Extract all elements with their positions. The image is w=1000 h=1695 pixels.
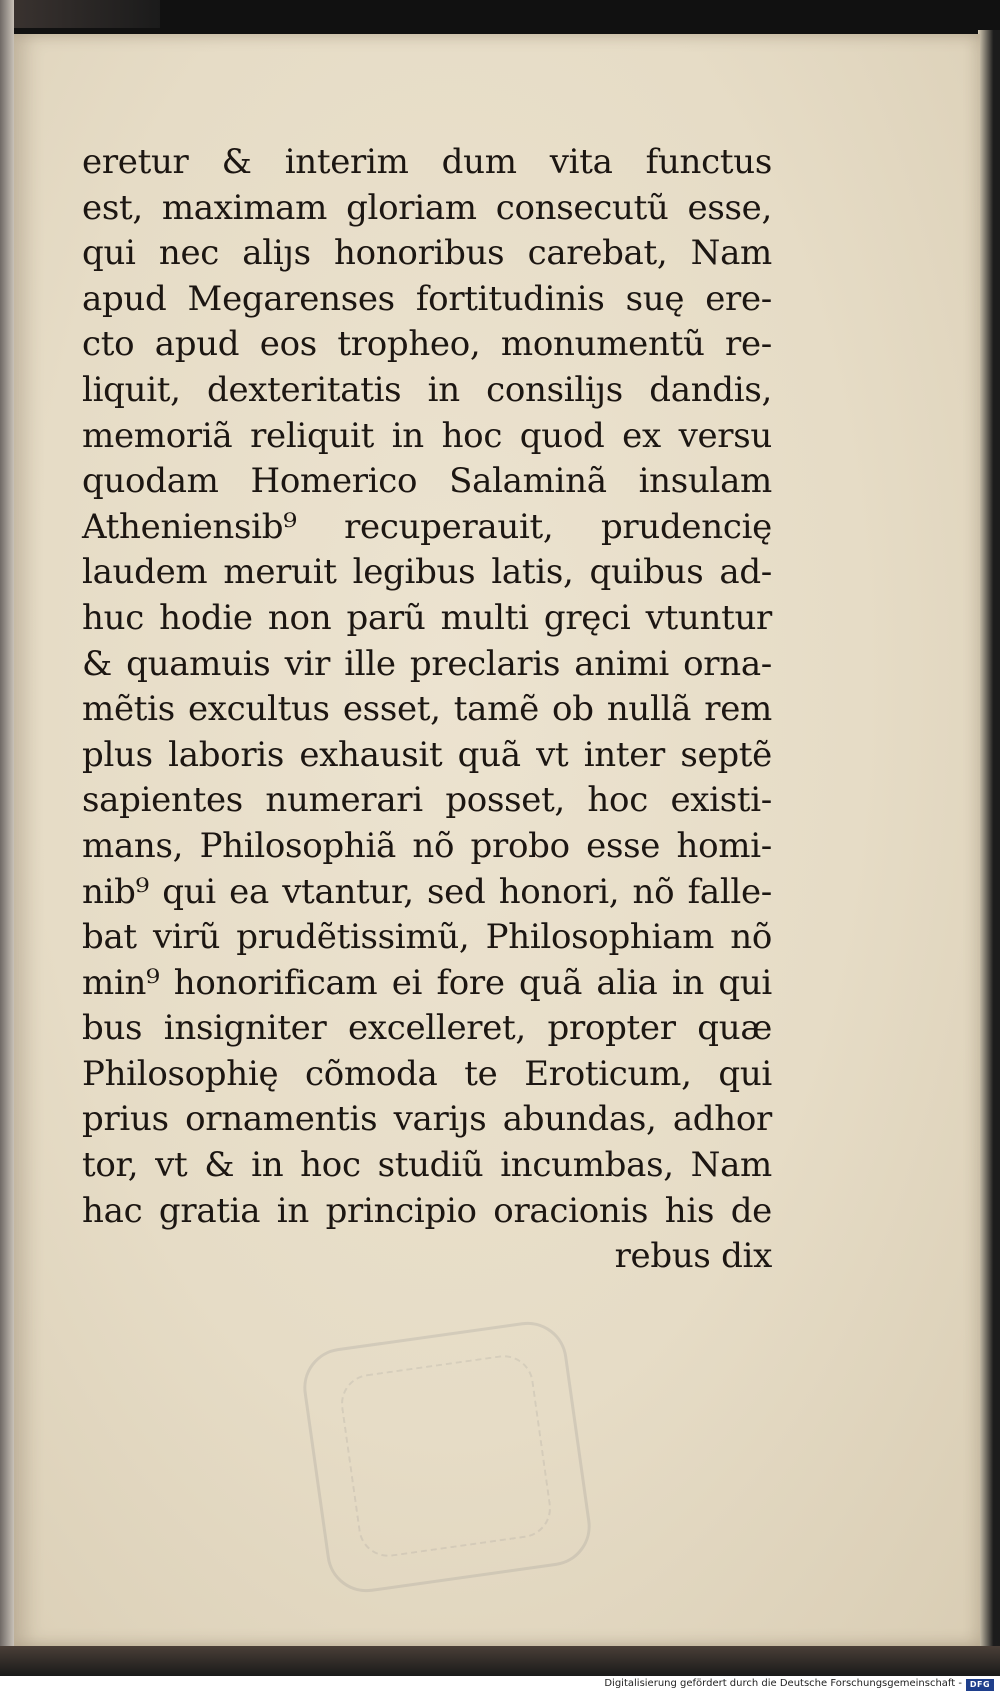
- right-page-edge: [978, 30, 1000, 1660]
- binding-strip: [10, 0, 160, 28]
- dfg-logo-icon[interactable]: DFG: [966, 1679, 994, 1691]
- text-line: quodam Homerico Salaminã insulam: [82, 461, 772, 502]
- bottom-edge-shadow: [0, 1646, 1000, 1676]
- text-line: bat virũ prudẽtissimũ, Philosophiam nõ: [82, 917, 772, 958]
- text-line: sapientes numerari posset, hoc existi-: [82, 780, 772, 821]
- text-line: est, maximam gloriam consecutũ esse,: [82, 187, 772, 228]
- text-line: & quamuis vir ille preclaris animi orna-: [82, 643, 772, 684]
- text-line: cto apud eos tropheo, monumentũ re-: [82, 324, 772, 365]
- text-line: mẽtis excultus esset, tamẽ ob nullã rem: [82, 689, 772, 730]
- text-line: eretur & interim dum vita functus: [82, 142, 772, 182]
- text-line: hac gratia in principio oracionis his de: [82, 1190, 772, 1231]
- text-line: apud Megarenses fortitudinis suę ere-: [82, 278, 772, 319]
- text-line: huc hodie non parũ multi gręci vtuntur: [82, 597, 772, 638]
- left-binding-edge: [0, 0, 14, 1660]
- text-line: Philosophię cõmoda te Eroticum, qui: [82, 1053, 772, 1094]
- text-line: min⁹ honorificam ei fore quã alia in qui: [82, 962, 772, 1003]
- library-stamp-inner-icon: [337, 1351, 555, 1560]
- text-line: memoriã reliquit in hoc quod ex versu: [82, 415, 772, 456]
- text-line: mans, Philosophiã nõ probo esse homi-: [82, 825, 772, 866]
- catchword: rebus dix: [614, 1236, 772, 1277]
- footer-credit: Digitalisierung gefördert durch die Deutsche Forschungsgemeinschaft -: [604, 1678, 962, 1689]
- text-line: liquit, dexteritatis in consiliȷs dandis,: [82, 369, 772, 410]
- text-line: Atheniensib⁹ recuperauit, prudencię: [82, 506, 772, 547]
- text-line: qui nec aliȷs honoribus carebat, Nam: [82, 233, 772, 274]
- text-line: prius ornamentis variȷs abundas, adhor: [82, 1099, 772, 1140]
- text-line: bus insigniter excelleret, propter quæ: [82, 1008, 772, 1049]
- text-line: plus laboris exhausit quã vt inter septẽ: [82, 734, 772, 775]
- digitization-footer: [0, 1676, 1000, 1695]
- text-line: nib⁹ qui ea vtantur, sed honori, nõ falle-: [82, 871, 772, 912]
- page-text-block: [82, 140, 772, 1280]
- text-line: laudem meruit legibus latis, quibus ad-: [82, 552, 772, 593]
- text-line: tor, vt & in hoc studiũ incumbas, Nam: [82, 1145, 772, 1186]
